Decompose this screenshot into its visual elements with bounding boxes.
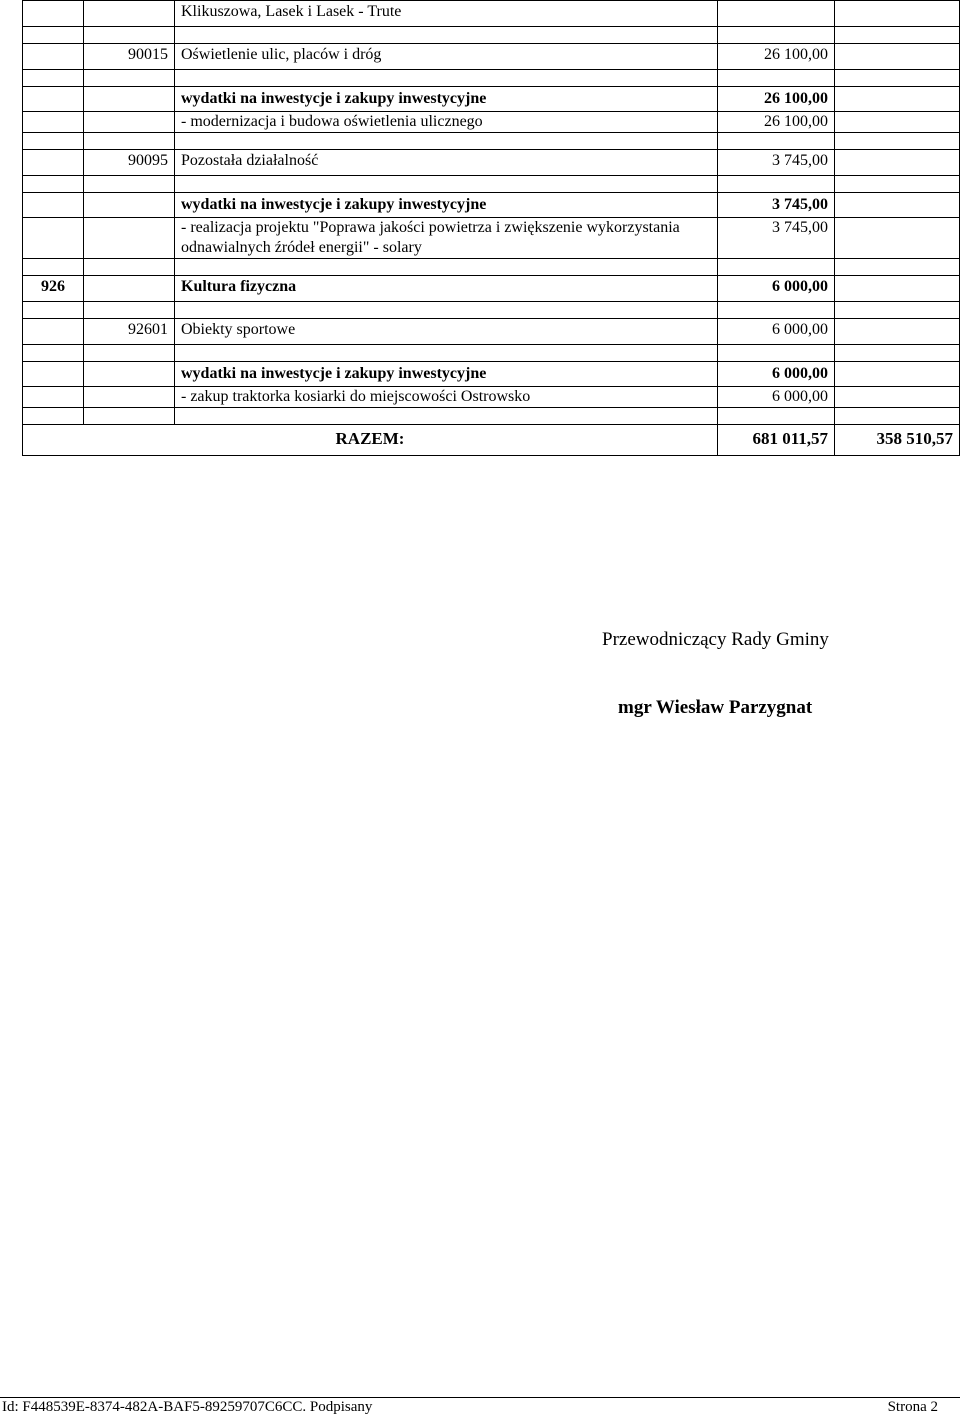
investment-amount: 6 000,00 xyxy=(718,362,835,387)
chapter-amount: 6 000,00 xyxy=(718,319,835,345)
chapter-name: Obiekty sportowe xyxy=(175,319,718,345)
row-continuation-text: Klikuszowa, Lasek i Lasek - Trute xyxy=(175,1,718,27)
table-row xyxy=(23,362,960,387)
spacer-row xyxy=(23,70,960,87)
chapter-amount: 26 100,00 xyxy=(718,44,835,70)
investment-label: wydatki na inwestycje i zakupy inwestycyjne xyxy=(175,87,718,112)
table-row xyxy=(23,1,960,27)
document-id: Id: F448539E-8374-482A-BAF5-89259707C6CC. Podpisany xyxy=(2,1399,373,1415)
investment-label: wydatki na inwestycje i zakupy inwestycyjne xyxy=(175,193,718,218)
investment-label: wydatki na inwestycje i zakupy inwestycyjne xyxy=(175,362,718,387)
spacer-row xyxy=(23,176,960,193)
spacer-row xyxy=(23,345,960,362)
total-label: RAZEM: xyxy=(23,425,718,456)
table-row xyxy=(23,112,960,133)
spacer-row xyxy=(23,27,960,44)
table-row xyxy=(23,193,960,218)
detail-amount: 6 000,00 xyxy=(718,387,835,408)
chapter-code: 90015 xyxy=(84,44,175,70)
investment-amount: 26 100,00 xyxy=(718,87,835,112)
chapter-name: Oświetlenie ulic, placów i dróg xyxy=(175,44,718,70)
chapter-name: Pozostała działalność xyxy=(175,150,718,176)
signature-name: mgr Wiesław Parzygnat xyxy=(618,697,813,718)
table-row xyxy=(23,218,960,259)
total-amount-plan: 681 011,57 xyxy=(718,425,835,456)
detail-label: - zakup traktorka kosiarki do miejscowości Ostrowsko xyxy=(175,387,718,408)
chapter-amount: 3 745,00 xyxy=(718,150,835,176)
table-row xyxy=(23,44,960,70)
table-row xyxy=(23,387,960,408)
section-amount: 6 000,00 xyxy=(718,276,835,302)
table-row xyxy=(23,319,960,345)
section-code: 926 xyxy=(23,276,84,302)
total-row xyxy=(23,425,960,456)
page-footer xyxy=(0,1397,960,1417)
chapter-code: 92601 xyxy=(84,319,175,345)
table-row xyxy=(23,87,960,112)
spacer-row xyxy=(23,133,960,150)
budget-table xyxy=(22,0,960,456)
page-number: Strona 2 xyxy=(887,1399,938,1415)
spacer-row xyxy=(23,259,960,276)
detail-amount: 26 100,00 xyxy=(718,112,835,133)
section-name: Kultura fizyczna xyxy=(175,276,718,302)
detail-amount: 3 745,00 xyxy=(718,218,835,259)
spacer-row xyxy=(23,408,960,425)
table-row xyxy=(23,150,960,176)
detail-label: - modernizacja i budowa oświetlenia ulicznego xyxy=(175,112,718,133)
total-amount-investment: 358 510,57 xyxy=(835,425,960,456)
signature-title: Przewodniczący Rady Gminy xyxy=(602,629,829,650)
spacer-row xyxy=(23,302,960,319)
chapter-code: 90095 xyxy=(84,150,175,176)
investment-amount: 3 745,00 xyxy=(718,193,835,218)
detail-label: - realizacja projektu "Poprawa jakości powietrza i zwiększenie wykorzystania odnawialnych źródeł energii" - solary xyxy=(175,218,718,259)
table-row xyxy=(23,276,960,302)
